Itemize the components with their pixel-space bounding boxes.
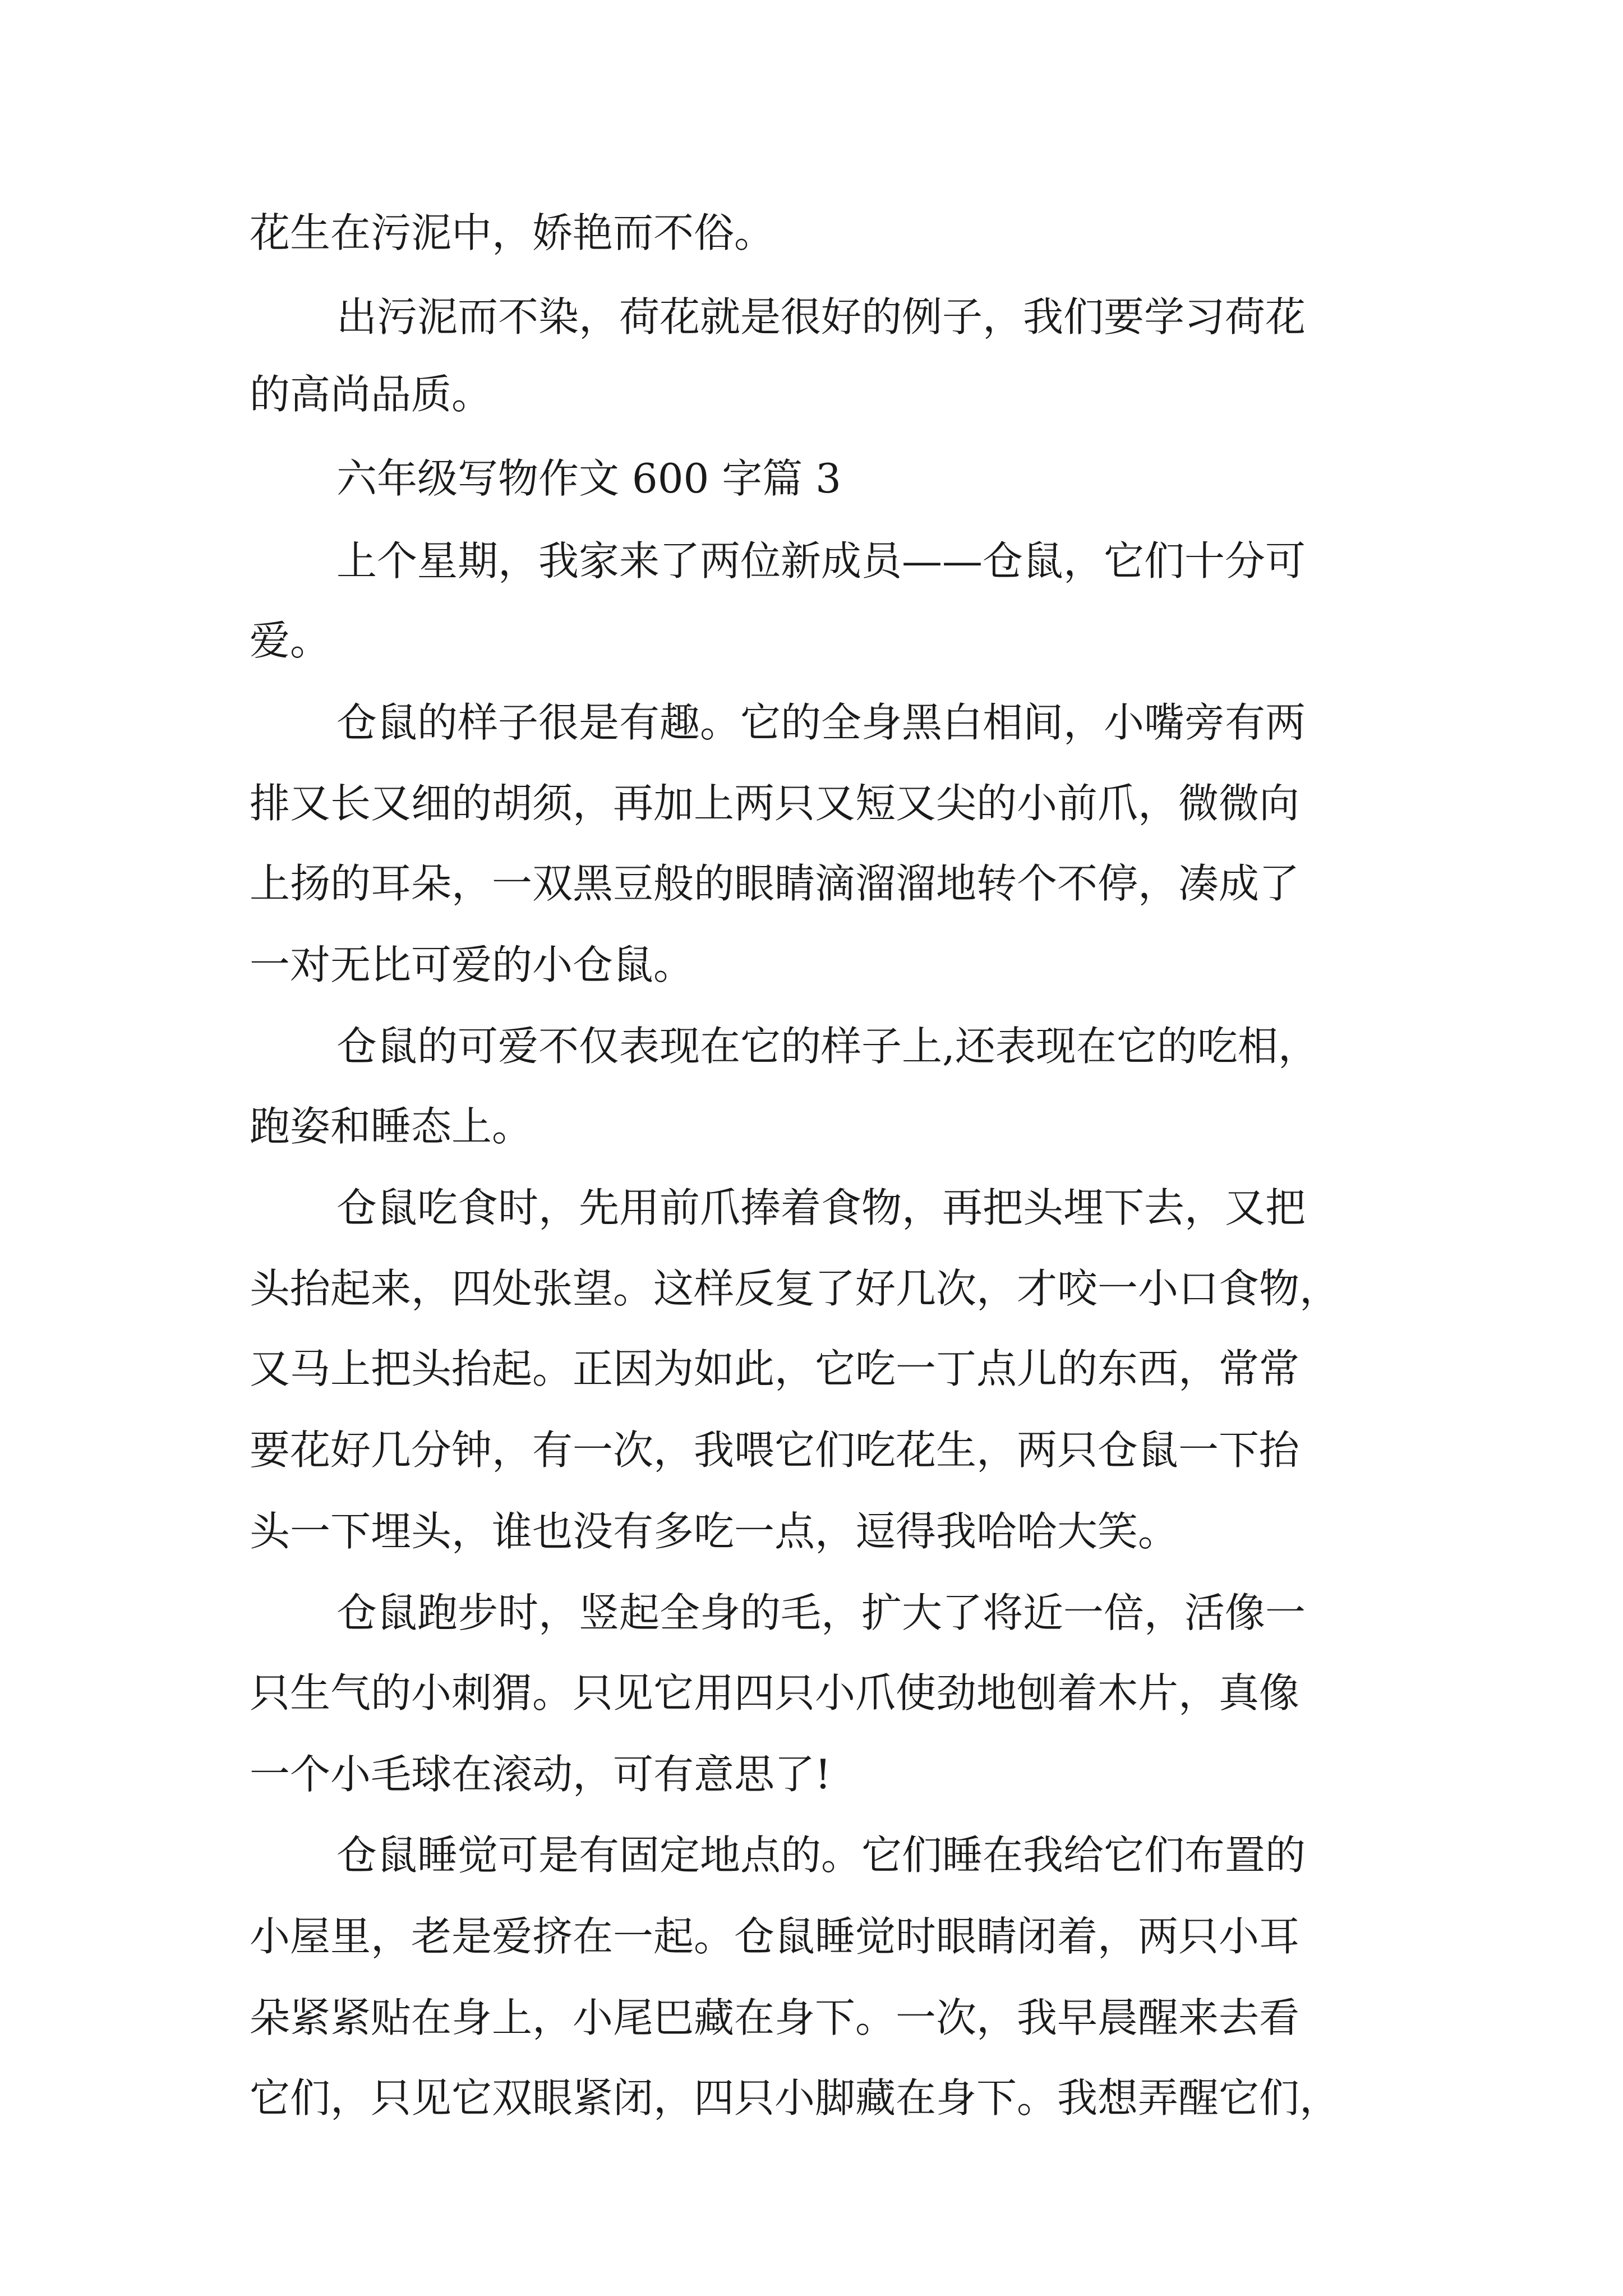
text-line [0, 1411, 1623, 1489]
text-line [0, 1087, 1623, 1166]
line-text: 跑姿和睡态上。 [250, 1103, 533, 1150]
line-text: 排又长又细的胡须，再加上两只又短又尖的小前爪，微微向 [250, 780, 1300, 827]
line-text: 仓鼠吃食时，先用前爪捧着食物，再把头埋下去，又把 [336, 1184, 1306, 1231]
line-text: 出污泥而不染，荷花就是很好的例子，我们要学习荷花 [336, 293, 1306, 341]
line-text: 仓鼠的样子很是有趣。它的全身黑白相间，小嘴旁有两 [336, 699, 1306, 746]
text-line [0, 1249, 1623, 1328]
line-text: 一个小毛球在滚动，可有意思了! [250, 1751, 831, 1798]
line-text: 花生在污泥中，娇艳而不俗。 [250, 209, 775, 256]
line-text: 它们，只见它双眼紧闭，四只小脚藏在身下。我想弄醒它们， [250, 2074, 1340, 2122]
line-text: 爱。 [250, 617, 331, 664]
text-line [0, 844, 1623, 923]
line-text: 仓鼠跑步时，竖起全身的毛，扩大了将近一倍，活像一 [336, 1589, 1306, 1636]
text-line [0, 764, 1623, 843]
line-text: 只生气的小刺猬。只见它用四只小爪使劲地刨着木片，真像 [250, 1669, 1300, 1717]
text-line [0, 355, 1623, 434]
text-line [0, 926, 1623, 1004]
line-text: 的高尚品质。 [250, 371, 492, 418]
text-line [0, 1897, 1623, 1976]
text-line [0, 278, 1623, 356]
line-text: 上个星期，我家来了两位新成员——仓鼠，它们十分可 [336, 537, 1306, 585]
line-text: 上扬的耳朵，一双黑豆般的眼睛滴溜溜地转个不停，凑成了 [250, 860, 1300, 907]
line-text: 朵紧紧贴在身上，小尾巴藏在身下。一次，我早晨醒来去看 [250, 1994, 1300, 2041]
text-line [0, 1007, 1623, 1085]
line-text: 小屋里，老是爱挤在一起。仓鼠睡觉时眼睛闭着，两只小耳 [250, 1913, 1300, 1960]
text-line [0, 522, 1623, 600]
text-line [0, 439, 1623, 518]
text-line [0, 194, 1623, 272]
text-line [0, 1492, 1623, 1571]
text-line [0, 2059, 1623, 2137]
text-line [0, 1654, 1623, 1732]
line-text: 仓鼠睡觉可是有固定地点的。它们睡在我给它们布置的 [336, 1832, 1306, 1879]
text-line [0, 1978, 1623, 2057]
text-line [0, 601, 1623, 680]
line-text: 要花好几分钟，有一次，我喂它们吃花生，两只仓鼠一下抬 [250, 1427, 1300, 1474]
text-line [0, 1816, 1623, 1894]
text-line [0, 683, 1623, 762]
line-text: 头抬起来，四处张望。这样反复了好几次，才咬一小口食物， [250, 1265, 1340, 1312]
line-text: 头一下埋头，谁也没有多吃一点，逗得我哈哈大笑。 [250, 1508, 1179, 1555]
line-text: 一对无比可爱的小仓鼠。 [250, 941, 694, 988]
text-line [0, 1735, 1623, 1814]
text-line [0, 1329, 1623, 1408]
line-text: 仓鼠的可爱不仅表现在它的样子上,还表现在它的吃相， [336, 1023, 1318, 1070]
text-line [0, 1168, 1623, 1247]
line-text: 又马上把头抬起。正因为如此，它吃一丁点儿的东西，常常 [250, 1345, 1300, 1392]
text-line [0, 1573, 1623, 1652]
line-text: 六年级写物作文 600 字篇 3 [336, 455, 841, 502]
